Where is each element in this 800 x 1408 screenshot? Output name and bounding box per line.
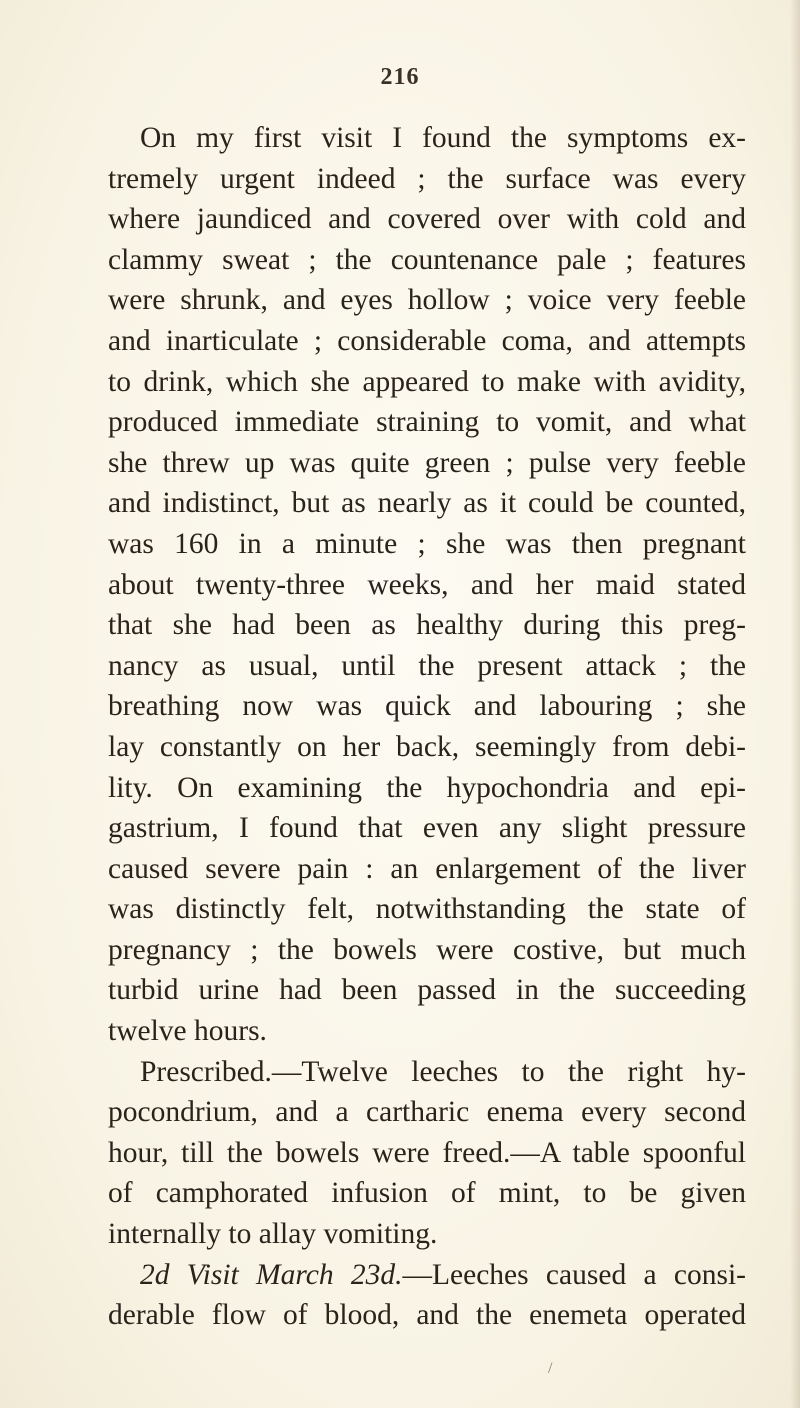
text-line: to drink, which she appeared to make with avidity,: [108, 365, 746, 398]
visit-heading-line: [108, 1255, 746, 1296]
text-line: Prescribed.—Twelve leeches to the right hy-: [140, 1055, 746, 1088]
text-line: hour, till the bowels were freed.—A table spoonful: [108, 1136, 746, 1169]
text-line: and indistinct, but as nearly as it could be counted,: [108, 487, 746, 520]
text-line: produced immediate straining to vomit, and what: [108, 406, 746, 439]
text-line: tremely urgent indeed ; the surface was every: [108, 162, 746, 195]
text-line: lay constantly on her back, seemingly from debi-: [108, 730, 746, 763]
body-text: [108, 118, 746, 1336]
page-number: 216: [380, 64, 420, 90]
text-line: were shrunk, and eyes hollow ; voice very feeble: [108, 284, 746, 317]
text-line: was distinctly felt, notwithstanding the state of: [108, 893, 746, 926]
text-line: pregnancy ; the bowels were costive, but much: [108, 933, 746, 966]
text-line: about twenty-three weeks, and her maid stated: [108, 568, 746, 601]
text-line: of camphorated infusion of mint, to be given: [108, 1177, 746, 1210]
stray-mark: /: [548, 1360, 553, 1377]
text-line: and inarticulate ; considerable coma, and attempts: [108, 324, 746, 357]
text-line: breathing now was quick and labouring ; she: [108, 690, 746, 723]
visit-heading-italic: 2d Visit March 23d.: [140, 1258, 403, 1291]
text-line: lity. On examining the hypochondria and epi-: [108, 771, 746, 804]
text-line: nancy as usual, until the present attack ; the: [108, 649, 746, 682]
text-line: she threw up was quite green ; pulse very feeble: [108, 446, 746, 479]
text-line: turbid urine had been passed in the succeeding: [108, 974, 746, 1007]
text-line: was 160 in a minute ; she was then pregnant: [108, 527, 746, 560]
text-line: gastrium, I found that even any slight pressure: [108, 812, 746, 845]
text-line: clammy sweat ; the countenance pale ; features: [108, 243, 746, 276]
text-line: caused severe pain : an enlargement of the liver: [108, 852, 746, 885]
text-line: pocondrium, and a cartharic enema every second: [108, 1096, 746, 1129]
page-edge-shadow: [790, 0, 800, 1408]
text-line: that she had been as healthy during this preg-: [108, 609, 746, 642]
visit-heading-rest: —Leeches caused a consi-: [402, 1258, 746, 1291]
text-line: internally to allay vomiting.: [108, 1218, 438, 1251]
text-line: where jaundiced and covered over with cold and: [108, 203, 746, 236]
text-line: On my first visit I found the symptoms ex-: [140, 122, 746, 154]
text-line: derable flow of blood, and the enemeta operated: [108, 1299, 746, 1332]
text-line: twelve hours.: [108, 1015, 267, 1048]
